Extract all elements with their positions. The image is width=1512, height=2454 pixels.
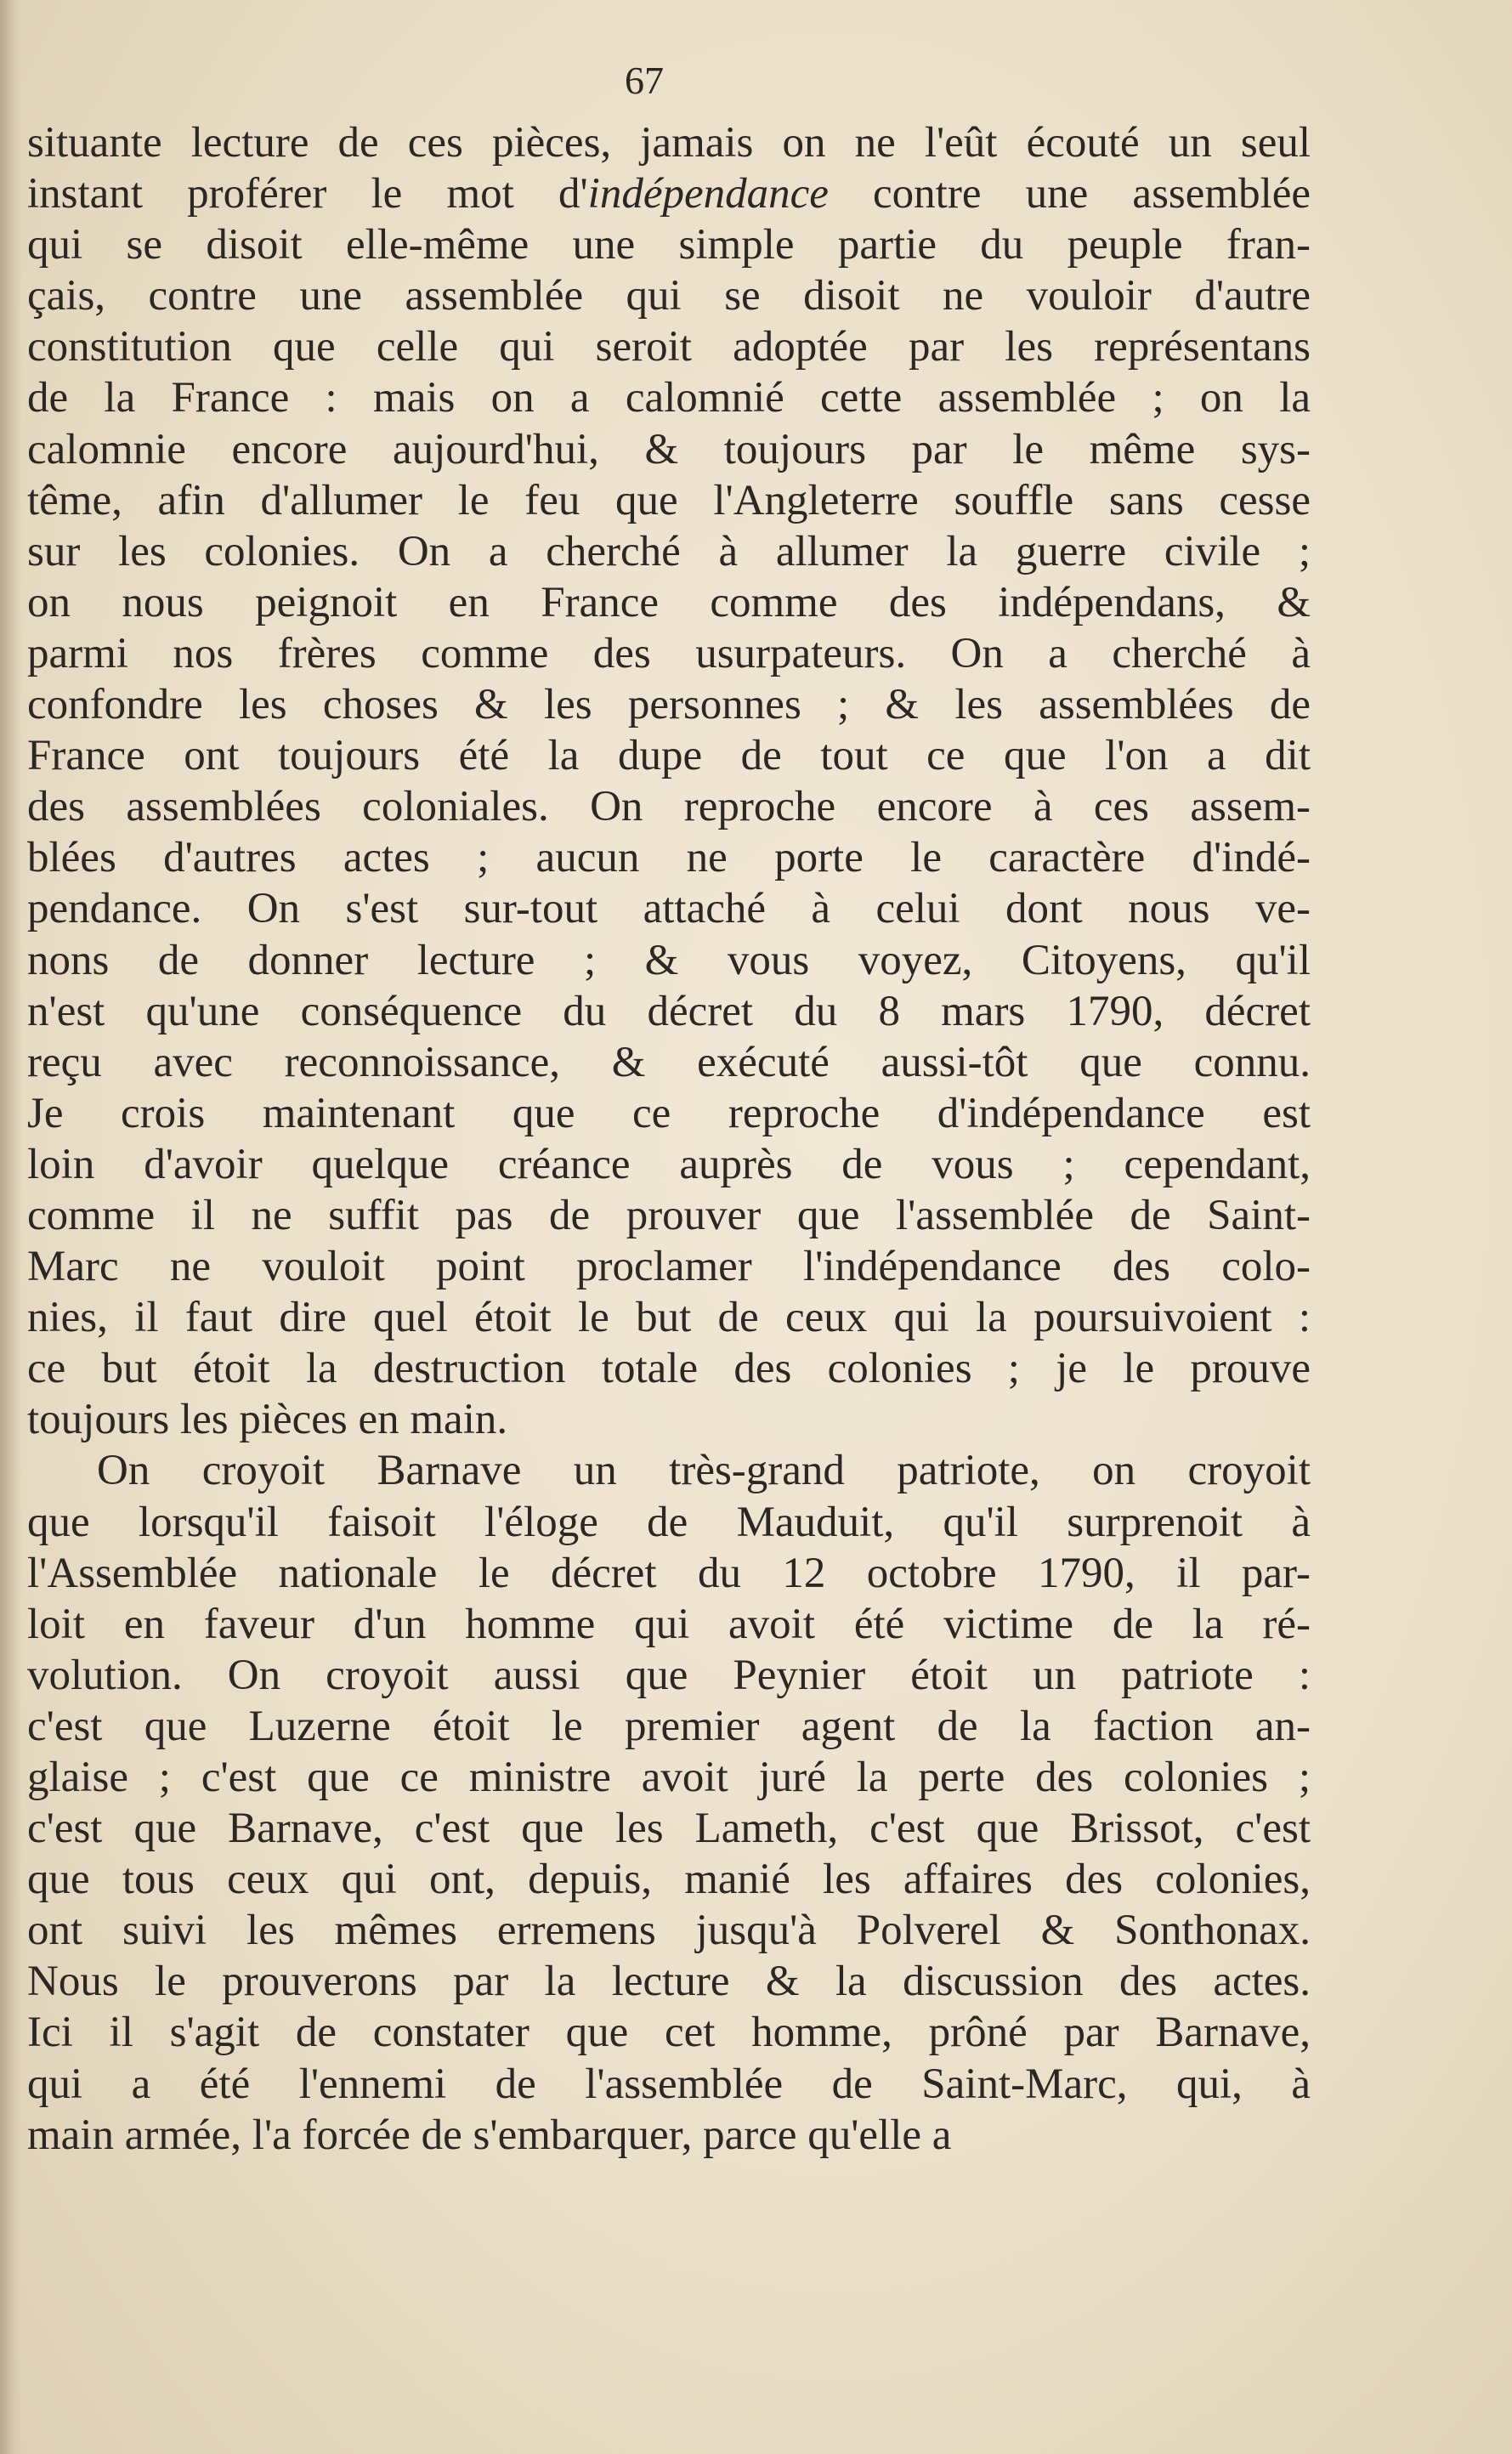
text-line: situante lecture de ces pièces, jamais on ne l'eût écouté un seul	[27, 119, 1311, 167]
text-line: c'est que Barnave, c'est que les Lameth, c'est que Brissot, c'est	[27, 1805, 1311, 1853]
text-line: instant proférer le mot d'indépendance contre une assemblée	[27, 170, 1311, 218]
text-line: nies, il faut dire quel étoit le but de ceux qui la poursuivoient :	[27, 1294, 1311, 1342]
text-line: qui a été l'ennemi de l'assemblée de Saint-Marc, qui, à	[27, 2060, 1311, 2108]
text-line: France ont toujours été la dupe de tout ce que l'on a dit	[27, 732, 1311, 780]
text-line: de la France : mais on a calomnié cette assemblée ; on la	[27, 374, 1311, 422]
page-spine-shadow	[0, 0, 22, 2454]
text-line: blées d'autres actes ; aucun ne porte le caractère d'indé-	[27, 834, 1311, 882]
text-line: qui se disoit elle-même une simple partie du peuple fran-	[27, 221, 1311, 269]
text-line: çais, contre une assemblée qui se disoit ne vouloir d'autre	[27, 272, 1311, 320]
text-line: que lorsqu'il faisoit l'éloge de Mauduit, qu'il surprenoit à	[27, 1498, 1311, 1546]
text-line: nons de donner lecture ; & vous voyez, Citoyens, qu'il	[27, 936, 1311, 984]
text-line: constitution que celle qui seroit adoptée par les représentans	[27, 323, 1311, 371]
text-line: Marc ne vouloit point proclamer l'indépendance des colo-	[27, 1243, 1311, 1291]
text-line: confondre les choses & les personnes ; & les assemblées de	[27, 681, 1311, 729]
text-line: n'est qu'une conséquence du décret du 8 mars 1790, décret	[27, 987, 1311, 1035]
text-line: on nous peignoit en France comme des indépendans, &	[27, 578, 1311, 626]
text-line: comme il ne suffit pas de prouver que l'assemblée de Saint-	[27, 1191, 1311, 1239]
text-line: tême, afin d'allumer le feu que l'Angleterre souffle sans cesse	[27, 476, 1311, 524]
text-line: parmi nos frères comme des usurpateurs. On a cherché à	[27, 629, 1311, 677]
text-line: Je crois maintenant que ce reproche d'indépendance est	[27, 1089, 1311, 1137]
text-line: toujours les pièces en main.	[27, 1396, 508, 1444]
text-line: calomnie encore aujourd'hui, & toujours par le même sys-	[27, 425, 1311, 473]
body-text	[27, 117, 1311, 2161]
text-line: glaise ; c'est que ce ministre avoit juré la perte des colonies ;	[27, 1754, 1311, 1801]
text-line: volution. On croyoit aussi que Peynier étoit un patriote :	[27, 1651, 1311, 1699]
text-line: loit en faveur d'un homme qui avoit été victime de la ré-	[27, 1600, 1311, 1648]
text-line: ont suivi les mêmes erremens jusqu'à Polverel & Sonthonax.	[27, 1907, 1311, 1955]
text-line: pendance. On s'est sur-tout attaché à celui dont nous ve-	[27, 885, 1311, 933]
text-line: Ici il s'agit de constater que cet homme, prôné par Barnave,	[27, 2009, 1311, 2057]
text-line: sur les colonies. On a cherché à allumer la guerre civile ;	[27, 527, 1311, 575]
text-line: ce but étoit la destruction totale des colonies ; je le prouve	[27, 1345, 1311, 1393]
text-line: que tous ceux qui ont, depuis, manié les affaires des colonies,	[27, 1856, 1311, 1904]
text-line: loin d'avoir quelque créance auprès de vous ; cependant,	[27, 1140, 1311, 1188]
text-line: On croyoit Barnave un très-grand patriote, on croyoit	[97, 1447, 1311, 1495]
text-line: reçu avec reconnoissance, & exécuté aussi-tôt que connu.	[27, 1038, 1311, 1086]
text-line: c'est que Luzerne étoit le premier agent de la faction an-	[27, 1702, 1311, 1750]
page-number: 67	[625, 59, 664, 102]
text-line: l'Assemblée nationale le décret du 12 octobre 1790, il par-	[27, 1549, 1311, 1597]
text-line: Nous le prouverons par la lecture & la discussion des actes.	[27, 1958, 1311, 2006]
text-line: main armée, l'a forcée de s'embarquer, parce qu'elle a	[27, 2111, 952, 2159]
text-line: des assemblées coloniales. On reproche encore à ces assem-	[27, 783, 1311, 831]
italic-term: indépendance	[587, 170, 829, 218]
